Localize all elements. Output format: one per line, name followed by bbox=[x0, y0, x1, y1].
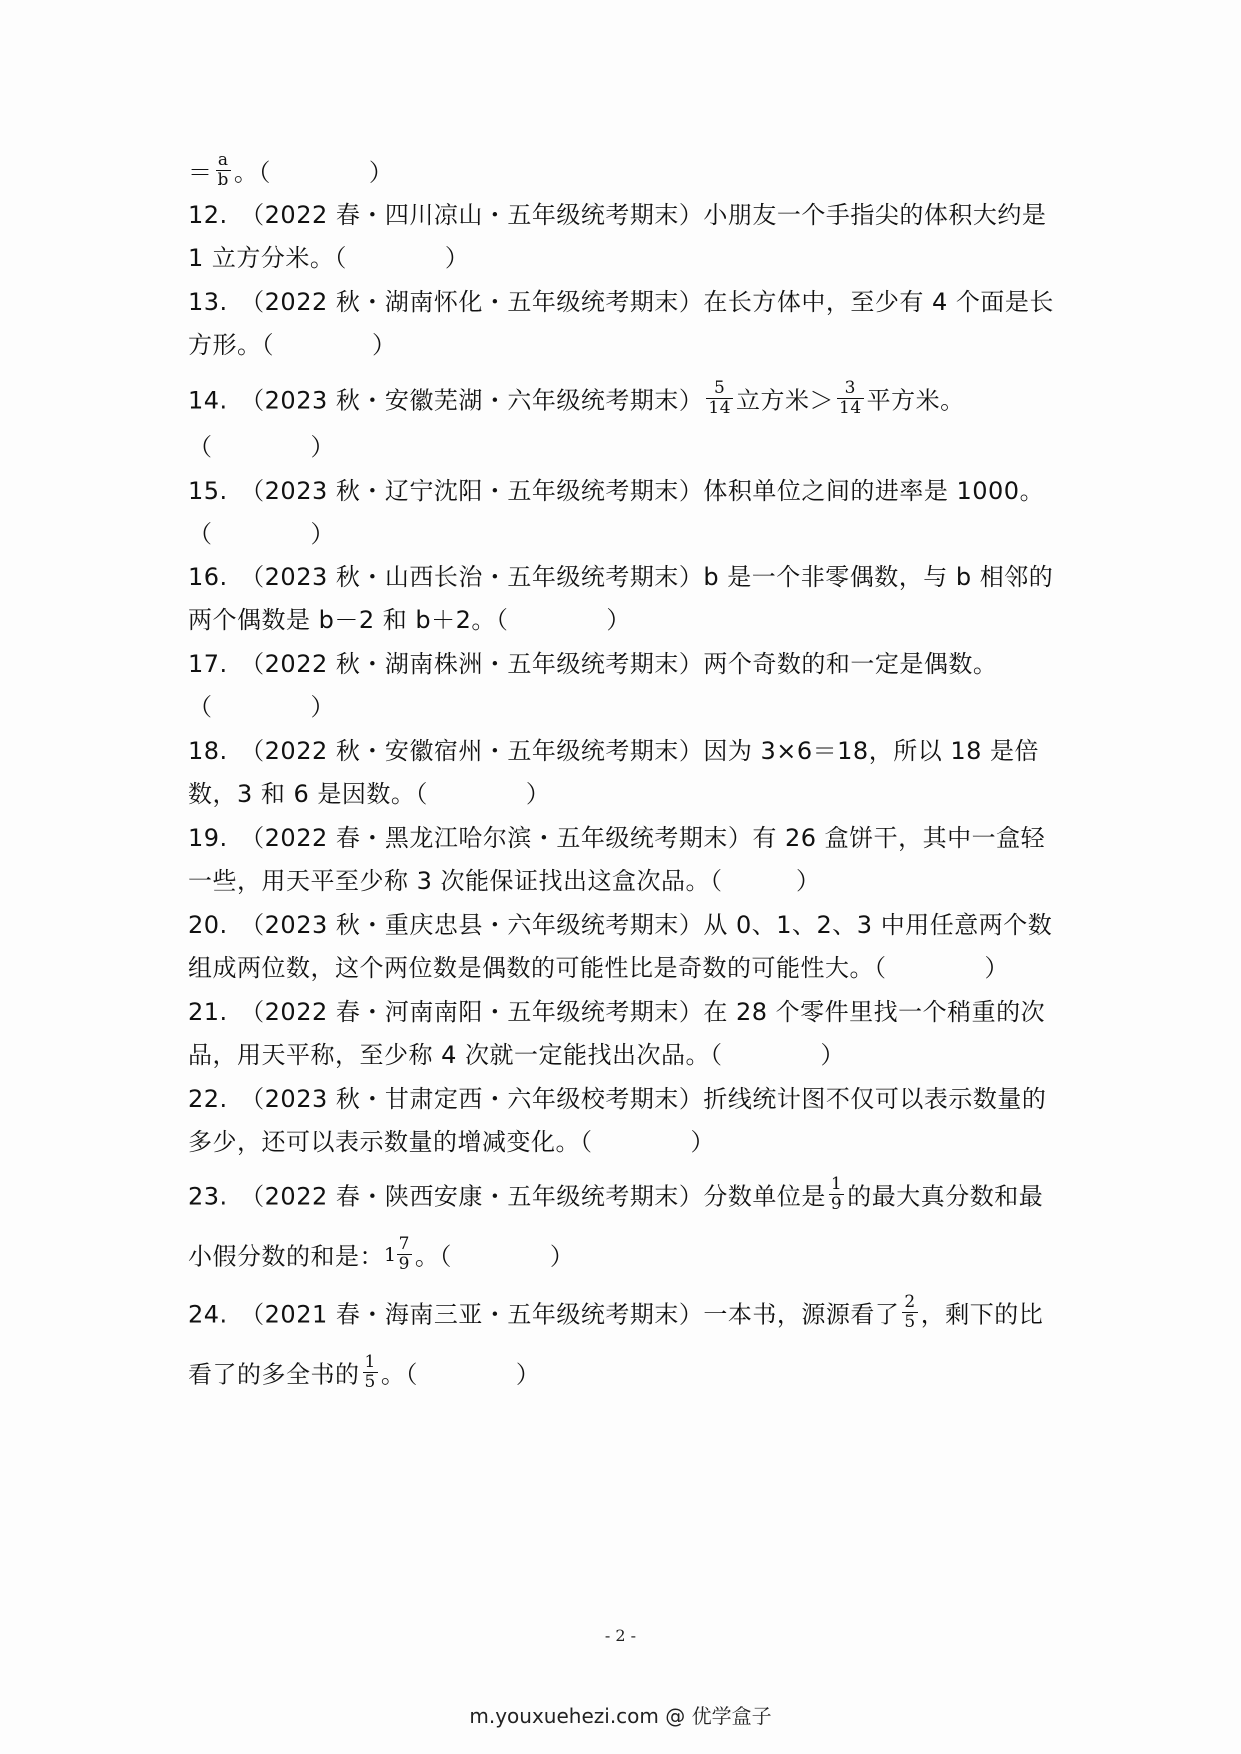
numerator: 2 bbox=[904, 1292, 916, 1312]
denominator: 5 bbox=[904, 1312, 916, 1332]
denominator: 14 bbox=[708, 398, 732, 418]
text: 看了的多全书的 bbox=[188, 1360, 360, 1389]
question-14-line-1 bbox=[188, 378, 965, 421]
fraction bbox=[837, 379, 864, 418]
denominator: 9 bbox=[398, 1254, 410, 1274]
numerator: 5 bbox=[706, 379, 733, 399]
denominator: 9 bbox=[830, 1194, 843, 1214]
text: 23. （2022 春・陕西安康・五年级统考期末）分数单位是 bbox=[188, 1182, 826, 1211]
question-24-line-1 bbox=[188, 1292, 1044, 1335]
question-21-line-1: 21. （2022 春・河南南阳・五年级统考期末）在 28 个零件里找一个稍重的次 bbox=[188, 998, 1046, 1026]
question-11-tail bbox=[188, 150, 394, 193]
question-15-line-2: （ ） bbox=[188, 520, 335, 548]
text: 小假分数的和是： bbox=[188, 1242, 384, 1271]
denominator: b bbox=[217, 170, 229, 190]
text: ＝ bbox=[188, 158, 213, 187]
question-23-line-1 bbox=[188, 1174, 1044, 1217]
question-22-line-1: 22. （2023 秋・甘肃定西・六年级校考期末）折线统计图不仅可以表示数量的 bbox=[188, 1085, 1047, 1113]
fraction bbox=[397, 1235, 412, 1274]
fraction bbox=[706, 379, 733, 418]
question-16-line-2: 两个偶数是 b－2 和 b＋2。（ ） bbox=[188, 606, 631, 634]
numerator: 3 bbox=[837, 379, 864, 399]
question-20-line-1: 20. （2023 秋・重庆忠县・六年级统考期末）从 0、1、2、3 中用任意两个数 bbox=[188, 911, 1053, 939]
fraction bbox=[902, 1293, 917, 1332]
whole-number: 1 bbox=[384, 1243, 397, 1266]
text: 24. （2021 春・海南三亚・五年级统考期末）一本书，源源看了 bbox=[188, 1300, 900, 1329]
question-15-line-1: 15. （2023 秋・辽宁沈阳・五年级统考期末）体积单位之间的进率是 1000。 bbox=[188, 477, 1045, 505]
question-13-line-2: 方形。（ ） bbox=[188, 331, 397, 359]
text: 的最大真分数和最 bbox=[847, 1182, 1044, 1211]
question-19-line-1: 19. （2022 春・黑龙江哈尔滨・五年级统考期末）有 26 盒饼干，其中一盒轻 bbox=[188, 824, 1046, 852]
numerator: 1 bbox=[830, 1174, 843, 1194]
numerator: 7 bbox=[398, 1234, 410, 1254]
numerator: a bbox=[216, 151, 231, 171]
denominator: 5 bbox=[364, 1372, 376, 1392]
question-24-line-2 bbox=[188, 1352, 541, 1395]
question-18-line-1: 18. （2022 秋・安徽宿州・五年级统考期末）因为 3×6＝18，所以 18 是倍 bbox=[188, 737, 1039, 765]
question-17-line-1: 17. （2022 秋・湖南株洲・五年级统考期末）两个奇数的和一定是偶数。 bbox=[188, 650, 998, 678]
text: 。（ ） bbox=[414, 1242, 575, 1271]
fraction bbox=[216, 151, 231, 190]
question-23-line-2 bbox=[188, 1234, 575, 1277]
page-number: - 2 - bbox=[604, 1626, 637, 1645]
fraction bbox=[363, 1353, 378, 1392]
question-14-line-2: （ ） bbox=[188, 433, 335, 461]
question-12-line-2: 1 立方分米。（ ） bbox=[188, 244, 470, 272]
fraction bbox=[829, 1175, 844, 1214]
text: 14. （2023 秋・安徽芜湖・六年级统考期末） bbox=[188, 386, 704, 415]
question-17-line-2: （ ） bbox=[188, 693, 335, 721]
text: 。（ ） bbox=[233, 158, 394, 187]
footer-watermark: m.youxuehezi.com @ 优学盒子 bbox=[469, 1704, 772, 1728]
question-21-line-2: 品，用天平称，至少称 4 次就一定能找出次品。（ ） bbox=[188, 1041, 846, 1069]
text: 。（ ） bbox=[380, 1360, 541, 1389]
denominator: 14 bbox=[839, 398, 862, 418]
question-12-line-1: 12. （2022 春・四川凉山・五年级统考期末）小朋友一个手指尖的体积大约是 bbox=[188, 201, 1047, 229]
question-20-line-2: 组成两位数，这个两位数是偶数的可能性比是奇数的可能性大。（ ） bbox=[188, 954, 1009, 982]
question-22-line-2: 多少，还可以表示数量的增减变化。（ ） bbox=[188, 1128, 715, 1156]
question-18-line-2: 数，3 和 6 是因数。（ ） bbox=[188, 780, 551, 808]
text: ，剩下的比 bbox=[920, 1300, 1044, 1329]
text: 平方米。 bbox=[866, 386, 965, 415]
question-19-line-2: 一些，用天平至少称 3 次能保证找出这盒次品。（ ） bbox=[188, 867, 821, 895]
question-13-line-1: 13. （2022 秋・湖南怀化・五年级统考期末）在长方体中，至少有 4 个面是长 bbox=[188, 288, 1054, 316]
numerator: 1 bbox=[364, 1352, 376, 1372]
text: 立方米＞ bbox=[736, 386, 835, 415]
question-16-line-1: 16. （2023 秋・山西长治・五年级统考期末）b 是一个非零偶数，与 b 相邻的 bbox=[188, 563, 1054, 591]
